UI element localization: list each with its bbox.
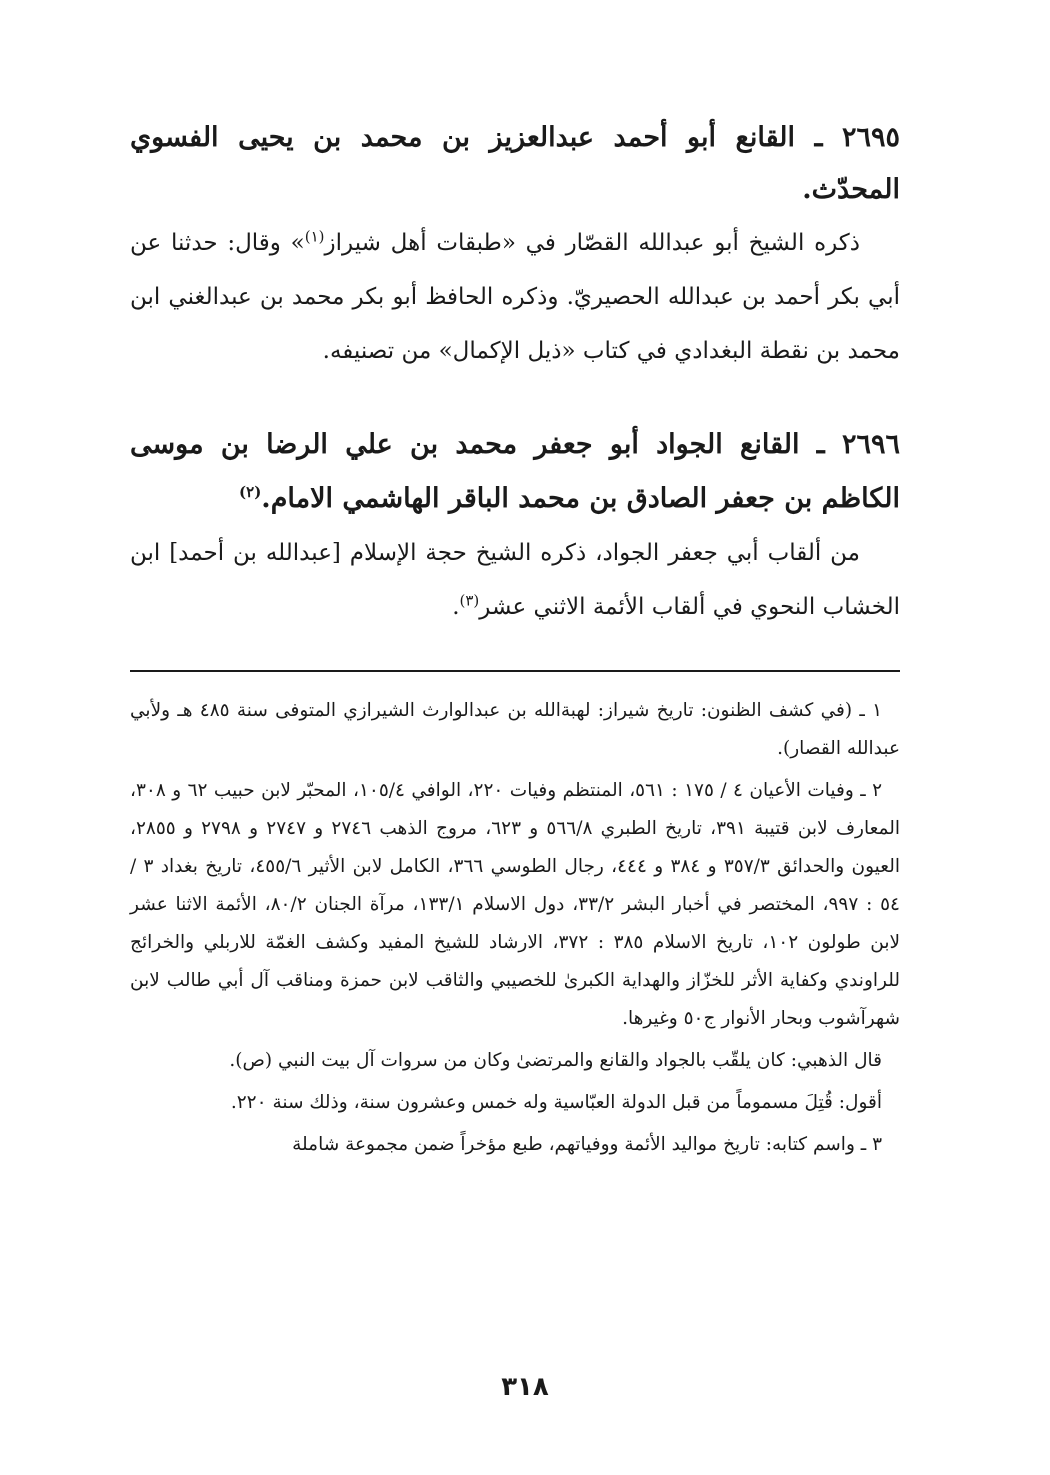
footnote: ٢ ـ وفيات الأعيان ٤ / ١٧٥ : ٥٦١، المنتظم وفيات ٢٢٠، الوافي ١٠٥/٤، المحبّر لابن حبيب ٦٢ و ٣٠٨، المعارف لابن قتيبة ٣٩١، تاريخ الطبري ٥٦٦/٨ و ٦٢٣، مروج الذهب ٢٧٤٦ و ٢٧٤٧ و ٢٧٩٨ و ٢٨٥٥، العيون والحدائق ٣٥٧/٣ و ٣٨٤ و ٤٤٤، رجال الطوسي ٣٦٦، الكامل لابن الأثير ٤٥٥/٦، تاريخ بغداد ٣ / ٥٤ : ٩٩٧، المختصر في أخبار البشر ٣٣/٢، دول الاسلام ١٣٣/١، مرآة الجنان ٨٠/٢، الأئمة الاثنا عشر لابن طولون ١٠٢، تاريخ الاسلام ٣٨٥ : ٣٧٢، الارشاد للشيخ المفيد وكشف الغمّة للاربلي والخرائج للراوندي وكفاية الأثر للخزّاز والهداية الكبرىٰ للخصيبي والثاقب لابن حمزة ومناقب آل أبي طالب لابن شهرآشوب وبحار الأنوار ج٥٠ وغيرها.	[130, 780, 901, 1029]
entry-2695	[130, 112, 900, 378]
footnotes-section	[130, 692, 900, 1164]
entry-body	[130, 216, 900, 378]
footnote: أقول: قُتِلَ مسموماً من قبل الدولة العبّاسية وله خمس وعشرون سنة، وذلك سنة ٢٢٠.	[230, 1092, 882, 1113]
footnote: ٣ ـ واسم كتابه: تاريخ مواليد الأئمة ووفياتهم، طبع مؤخراً ضمن مجموعة شاملة	[292, 1134, 882, 1155]
footnote-reference: (٢)	[239, 483, 262, 501]
entry-title: القانع أبو أحمد عبدالعزيز بن محمد بن يحيى الفسوي المحدّث.	[130, 122, 900, 205]
entry-body-text: ذكره الشيخ أبو عبدالله القصّار في «طبقات أهل شيراز	[324, 230, 860, 256]
entry-body-text: .	[452, 594, 460, 620]
entry-number: ٢٦٩٥ ـ	[814, 122, 901, 153]
footnote-divider	[130, 670, 900, 672]
entry-heading	[130, 112, 900, 216]
entry-body-text: من ألقاب أبي جعفر الجواد، ذكره الشيخ حجة الإسلام [عبدالله بن أحمد] ابن الخشاب النحوي في ألقاب الأئمة الاثني عشر	[130, 540, 900, 620]
footnote-reference: (٣)	[459, 591, 480, 610]
entry-title: القانع الجواد أبو جعفر محمد بن علي الرضا بن موسى الكاظم بن جعفر الصادق بن محمد الباقر الهاشمي الامام.	[130, 429, 900, 514]
entry-heading	[130, 418, 900, 526]
entry-number: ٢٦٩٦ ـ	[816, 429, 900, 460]
entry-body	[130, 526, 900, 634]
footnote: قال الذهبي: كان يلقّب بالجواد والقانع والمرتضىٰ وكان من سروات آل بيت النبي (ص).	[229, 1050, 882, 1071]
entry-2696	[130, 418, 900, 634]
book-page	[130, 112, 900, 1475]
footnote: ١ ـ (في كشف الظنون: تاريخ شيراز: لهبةالله بن عبدالوارث الشيرازي المتوفى سنة ٤٨٥ هـ ولأبي عبدالله القصار).	[130, 700, 900, 759]
footnote-reference: (١)	[304, 227, 325, 246]
page-number: ٣١٨	[501, 1372, 549, 1402]
entry-body-text: » وقال: حدثنا عن أبي بكر أحمد بن عبدالله الحصيريّ. وذكره الحافظ أبو بكر محمد بن عبدالغني ابن محمد بن نقطة البغدادي في كتاب «ذيل الإكمال» من تصنيفه.	[130, 230, 900, 364]
